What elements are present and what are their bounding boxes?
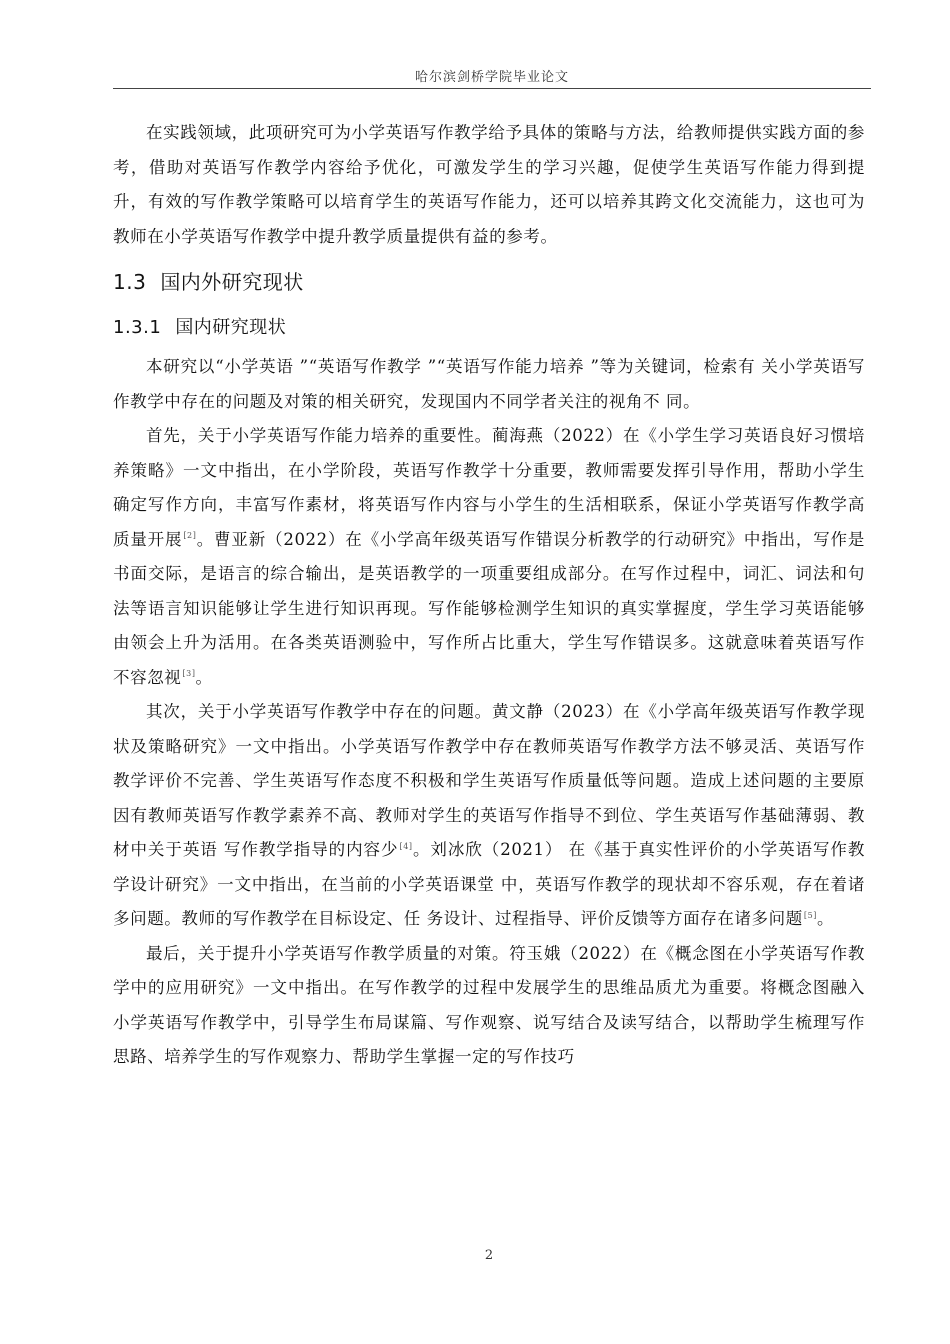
citation-ref-3[interactable]: [3] (182, 669, 196, 678)
paragraph-first (113, 419, 865, 695)
paragraph-second-text-2: 。刘冰欣（2021） 在《基于真实性评价的小学英语写作教学设计研究》一文中指出，在当前的小学英语课堂 中，英语写作教学的现状却不容乐观，存在着诸多问题。教师的写作教学在目标设定、任 务设计、过程指导、评价反馈等方面存在诸多问题 (113, 840, 865, 928)
paragraph-first-text-3: 。 (195, 667, 213, 687)
citation-ref-4[interactable]: [4] (399, 841, 413, 851)
page-number: 2 (484, 1248, 494, 1263)
subsection-heading-1-3-1 (113, 308, 865, 348)
paragraph-second-text-3: 。 (817, 909, 835, 928)
paragraph-second-text-1: 其次，关于小学英语写作教学中存在的问题。黄文静（2023）在《小学高年级英语写作教学现状及策略研究》一文中指出。小学英语写作教学中存在教师英语写作教学方法不够灵活、英语写作教学评价不完善、学生英语写作态度不积极和学生英语写作质量低等问题。造成上述问题的主要原因有教师英语写作教学素养不高、教师对学生的英语写作指导不到位、学生英语写作基础薄弱、教材中关于英语 写作教学指导的内容少 (113, 702, 865, 859)
citation-ref-5[interactable]: [5] (803, 910, 817, 920)
paragraph-first-text-1: 首先，关于小学英语写作能力培养的重要性。蔺海燕（2022）在《小学生学习英语良好习惯培养策略》一文中指出，在小学阶段，英语写作教学十分重要，教师需要发挥引导作用，帮助小学生确定写作方向，丰富写作素材，将英语写作内容与小学生的生活相联系，保证小学英语写作教学高质量开展 (113, 426, 865, 549)
paragraph-practice: 在实践领域，此项研究可为小学英语写作教学给予具体的策略与方法，给教师提供实践方面的参考，借助对英语写作教学内容给予优化，可激发学生的学习兴趣，促使学生英语写作能力得到提升，有效的写作教学策略可以培育学生的英语写作能力，还可以培养其跨文化交流能力，这也可为教师在小学英语写作教学中提升教学质量提供有益的参考。 (113, 123, 865, 246)
paragraph-last: 最后，关于提升小学英语写作教学质量的对策。符玉娥（2022）在《概念图在小学英语写作教学中的应用研究》一文中指出。在写作教学的过程中发展学生的思维品质尤为重要。将概念图融入小学英语写作教学中，引导学生布局谋篇、写作观察、说写结合及读写结合，以帮助学生梳理写作思路、培养学生的写作观察力、帮助学生掌握一定的写作技巧 (113, 943, 865, 1066)
header-divider (113, 88, 871, 89)
page-header-title: 哈尔滨剑桥学院毕业论文 (414, 70, 569, 85)
subsection-number: 1.3.1 (113, 317, 162, 338)
paragraph-intro: 本研究以“小学英语 ”“英语写作教学 ”“英语写作能力培养 ”等为关键词，检索有 关小学英语写作教学中存在的问题及对策的相关研究，发现国内不同学者关注的视角不 同。 (113, 357, 865, 411)
section-title: 国内外研究现状 (160, 270, 304, 294)
paragraph-first-text-2: 。曹亚新（2022）在《小学高年级英语写作错误分析教学的行动研究》中指出，写作是书面交际，是语言的综合输出，是英语教学的一项重要组成部分。在写作过程中，词汇、词法和句法等语言知识能够让学生进行知识再现。写作能够检测学生知识的真实掌握度，学生学习英语能够由领会上升为活用。在各类英语测验中，写作所占比重大，学生写作错误多。这就意味着英语写作不容忽视 (113, 529, 865, 687)
section-heading-1-3 (113, 262, 865, 302)
paragraph-second (113, 695, 865, 937)
page-body (113, 116, 865, 1075)
subsection-title: 国内研究现状 (175, 317, 287, 338)
section-number: 1.3 (113, 270, 147, 294)
citation-ref-2[interactable]: [2] (183, 531, 197, 540)
